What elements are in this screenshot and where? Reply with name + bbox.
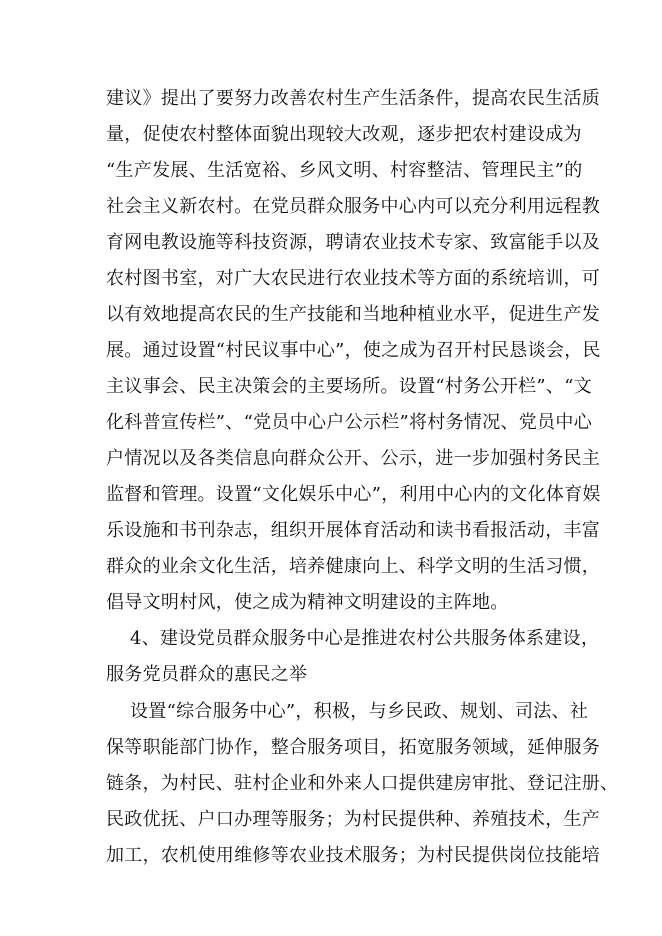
text-line: 保等职能部门协作，整合服务项目，拓宽服务领域，延伸服务: [106, 737, 601, 758]
text-line: 主议事会、民主决策会的主要场所。设置“村务公开栏”、“文: [106, 376, 593, 397]
text-line: 倡导文明村风，使之成为精神文明建设的主阵地。: [106, 592, 509, 613]
text-line: 民政优抚、户口办理等服务；为村民提供种、养殖技术，生产: [106, 809, 601, 830]
text-line: 设置“综合服务中心”，积极，与乡民政、规划、司法、社: [130, 701, 589, 722]
text-line: 加工，农机使用维修等农业技术服务；为村民提供岗位技能培: [106, 845, 601, 866]
text-line: 农村图书室，对广大农民进行农业技术等方面的系统培训，可: [106, 268, 601, 289]
text-line: 社会主义新农村。在党员群众服务中心内可以充分利用远程教: [106, 196, 601, 217]
text-line: 育网电教设施等科技资源，聘请农业技术专家、致富能手以及: [106, 232, 601, 253]
text-line: 户情况以及各类信息向群众公开、公示，进一步加强村务民主: [106, 448, 601, 469]
text-line: 以有效地提高农民的生产技能和当地种植业水平，促进生产发: [106, 304, 601, 325]
text-line: “生产发展、生活宽裕、乡风文明、村容整洁、管理民主”的: [106, 160, 583, 181]
text-line: 监督和管理。设置“文化娱乐中心”，利用中心内的文化体育娱: [106, 484, 601, 505]
section-heading-line: 服务党员群众的惠民之举: [106, 664, 308, 685]
text-line: 链条，为村民、驻村企业和外来人口提供建房审批、登记注册、: [106, 773, 619, 794]
text-line: 建议》提出了要努力改善农村生产生活条件，提高农民生活质: [106, 88, 601, 109]
text-line: 乐设施和书刊杂志，组织开展体育活动和读书看报活动，丰富: [106, 520, 601, 541]
text-line: 量，促使农村整体面貌出现较大改观，逐步把农村建设成为: [106, 124, 582, 145]
text-line: 化科普宣传栏”、“党员中心户公示栏”将村务情况、党员中心: [106, 412, 593, 433]
text-line: 展。通过设置“村民议事中心”，使之成为召开村民恳谈会，民: [106, 340, 601, 361]
section-heading-line: 4、建设党员群众服务中心是推进农村公共服务体系建设，: [130, 628, 600, 649]
text-line: 群众的业余文化生活，培养健康向上、科学文明的生活习惯，: [106, 556, 601, 577]
